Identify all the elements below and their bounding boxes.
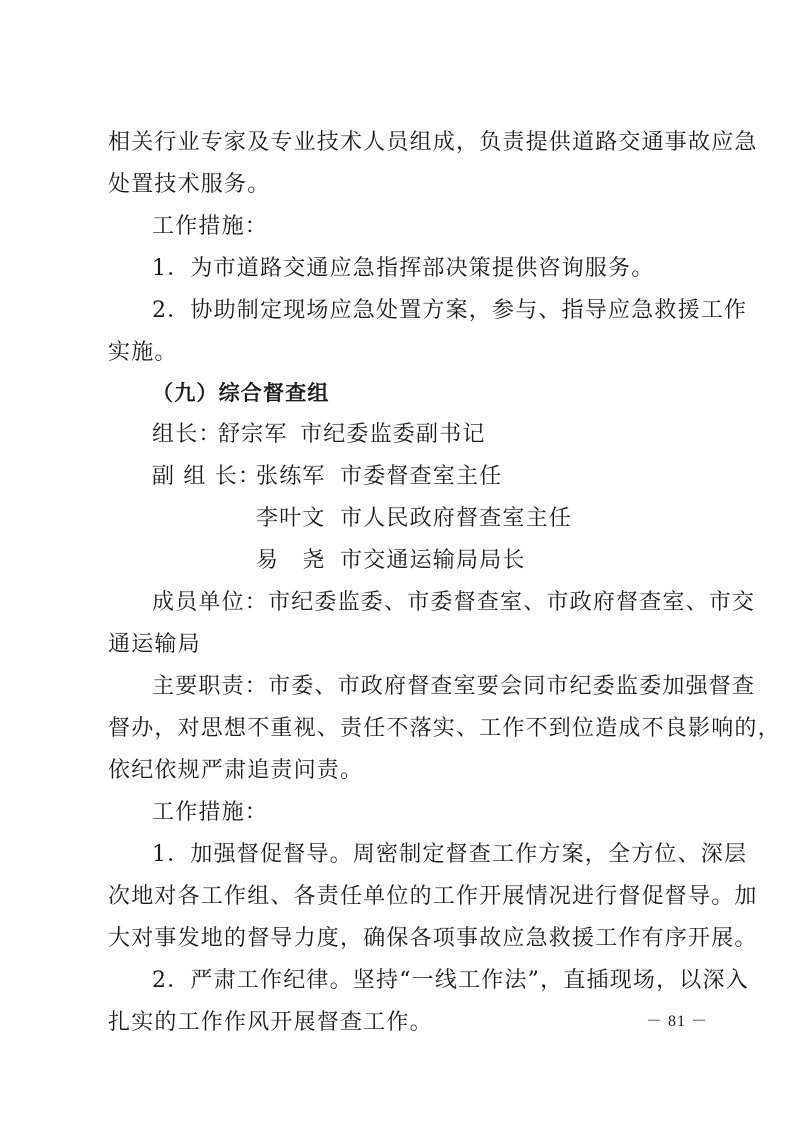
measure-item: 1．为市道路交通应急指挥部决策提供咨询服务。 xyxy=(152,256,655,281)
measures-heading: 工作措施： xyxy=(152,800,269,825)
measure-item: 大对事发地的督导力度，确保各项事故应急救援工作有序开展。 xyxy=(108,926,758,951)
deputy-title: 市交通运输局局长 xyxy=(340,548,526,573)
duties-line: 主要职责：市委、市政府督查室要会同市纪委监委加强督查 xyxy=(152,674,756,699)
leader-label: 组长： xyxy=(152,422,222,447)
measure-item: 2．严肃工作纪律。坚持“一线工作法”，直插现场，以深入 xyxy=(152,968,749,993)
deputy-name: 张练军 xyxy=(256,464,326,489)
deputy-label: 副 组 长： xyxy=(152,464,262,489)
body-text-line: 处置技术服务。 xyxy=(108,172,271,197)
measure-item: 扎实的工作作风开展督查工作。 xyxy=(108,1010,433,1035)
body-text-line: 实施。 xyxy=(108,340,178,365)
duties-line: 依纪依规严肃追责问责。 xyxy=(108,758,364,783)
leader-name: 舒宗军 xyxy=(218,422,288,447)
leader-title: 市纪委监委副书记 xyxy=(300,422,486,447)
body-text-line: 相关行业专家及专业技术人员组成，负责提供道路交通事故应急 xyxy=(108,130,758,155)
section-title: （九）综合督查组 xyxy=(152,381,330,405)
deputy-title: 市委督查室主任 xyxy=(340,464,503,489)
deputy-title: 市人民政府督查室主任 xyxy=(340,506,573,531)
member-units-line: 成员单位：市纪委监委、市委督查室、市政府督查室、市交 xyxy=(152,590,756,615)
measure-item: 1．加强督促督导。周密制定督查工作方案，全方位、深层 xyxy=(152,842,748,867)
deputy-name: 李叶文 xyxy=(256,506,326,531)
page-number: － 81 － xyxy=(646,1013,709,1030)
member-units-line: 通运输局 xyxy=(108,632,201,657)
measure-item: 次地对各工作组、各责任单位的工作开展情况进行督促督导。加 xyxy=(108,884,758,909)
duties-line: 督办，对思想不重视、责任不落实、工作不到位造成不良影响的， xyxy=(108,716,781,741)
measures-heading: 工作措施： xyxy=(152,214,269,239)
measure-item: 2．协助制定现场应急处置方案，参与、指导应急救援工作 xyxy=(152,298,748,323)
deputy-name: 易 尧 xyxy=(256,548,326,573)
